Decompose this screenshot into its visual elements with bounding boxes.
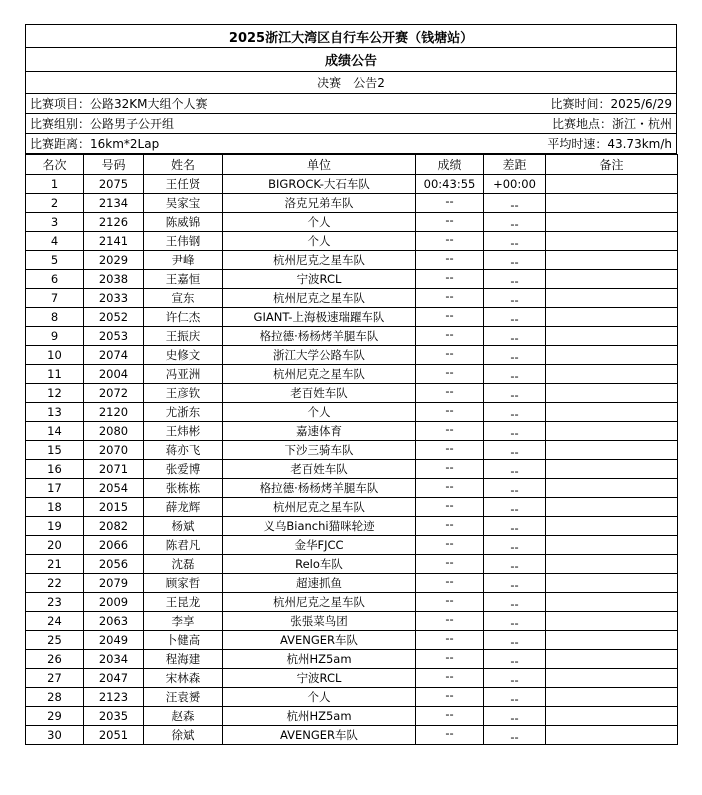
gap-cell: -- <box>484 251 546 270</box>
table-row <box>26 517 678 536</box>
rank-cell: 30 <box>26 726 84 745</box>
distance-info: 比赛距离：16km*2Lap <box>30 137 160 151</box>
results-body <box>26 175 678 745</box>
bib-cell: 2049 <box>84 631 144 650</box>
table-row <box>26 574 678 593</box>
time-cell: -- <box>416 479 484 498</box>
table-row <box>26 422 678 441</box>
team-cell: 洛克兄弟车队 <box>223 194 416 213</box>
name-cell: 尤浙东 <box>144 403 223 422</box>
rank-cell: 16 <box>26 460 84 479</box>
time-cell: 00:43:55 <box>416 175 484 194</box>
event-info: 比赛项目：公路32KM大组个人赛 <box>30 97 208 111</box>
column-header-rank: 名次 <box>26 155 84 175</box>
name-cell: 赵森 <box>144 707 223 726</box>
note-cell <box>546 270 678 289</box>
note-cell <box>546 422 678 441</box>
team-cell: 格拉德·杨杨烤羊腿车队 <box>223 327 416 346</box>
bib-cell: 2015 <box>84 498 144 517</box>
rank-cell: 19 <box>26 517 84 536</box>
note-cell <box>546 308 678 327</box>
time-cell: -- <box>416 593 484 612</box>
bib-cell: 2079 <box>84 574 144 593</box>
rank-cell: 17 <box>26 479 84 498</box>
note-cell <box>546 669 678 688</box>
bib-cell: 2141 <box>84 232 144 251</box>
time-cell: -- <box>416 346 484 365</box>
team-cell: 义乌Bianchi猫咪轮迹 <box>223 517 416 536</box>
note-cell <box>546 631 678 650</box>
name-cell: 沈磊 <box>144 555 223 574</box>
time-cell: -- <box>416 555 484 574</box>
bib-cell: 2072 <box>84 384 144 403</box>
team-cell: 杭州尼克之星车队 <box>223 365 416 384</box>
note-cell <box>546 612 678 631</box>
time-cell: -- <box>416 688 484 707</box>
table-row <box>26 650 678 669</box>
bib-cell: 2034 <box>84 650 144 669</box>
table-row <box>26 460 678 479</box>
name-cell: 汪袁赟 <box>144 688 223 707</box>
round-notice: 公告2 <box>353 76 385 90</box>
rank-cell: 7 <box>26 289 84 308</box>
rank-cell: 28 <box>26 688 84 707</box>
gap-cell: -- <box>484 346 546 365</box>
time-cell: -- <box>416 365 484 384</box>
rank-cell: 23 <box>26 593 84 612</box>
team-cell: 金华FJCC <box>223 536 416 555</box>
note-cell <box>546 194 678 213</box>
rank-cell: 2 <box>26 194 84 213</box>
gap-cell: -- <box>484 232 546 251</box>
team-cell: 宁波RCL <box>223 669 416 688</box>
team-cell: 个人 <box>223 403 416 422</box>
table-row <box>26 251 678 270</box>
team-cell: 杭州尼克之星车队 <box>223 289 416 308</box>
team-cell: 个人 <box>223 688 416 707</box>
rank-cell: 1 <box>26 175 84 194</box>
time-cell: -- <box>416 707 484 726</box>
document-title: 2025浙江大湾区自行车公开赛（钱塘站） <box>228 30 474 46</box>
name-cell: 李享 <box>144 612 223 631</box>
bib-cell: 2120 <box>84 403 144 422</box>
team-cell: 杭州尼克之星车队 <box>223 593 416 612</box>
bib-cell: 2134 <box>84 194 144 213</box>
column-header-bib: 号码 <box>84 155 144 175</box>
team-cell: GIANT-上海极速瑞躍车队 <box>223 308 416 327</box>
note-cell <box>546 707 678 726</box>
name-cell: 尹峰 <box>144 251 223 270</box>
speed-info: 平均时速：43.73km/h <box>547 137 672 151</box>
table-row <box>26 555 678 574</box>
gap-cell: -- <box>484 213 546 232</box>
time-cell: -- <box>416 384 484 403</box>
time-cell: -- <box>416 650 484 669</box>
time-cell: -- <box>416 669 484 688</box>
gap-cell: -- <box>484 707 546 726</box>
rank-cell: 10 <box>26 346 84 365</box>
time-cell: -- <box>416 517 484 536</box>
table-row <box>26 403 678 422</box>
bib-cell: 2047 <box>84 669 144 688</box>
column-header-name: 姓名 <box>144 155 223 175</box>
rank-cell: 6 <box>26 270 84 289</box>
rank-cell: 21 <box>26 555 84 574</box>
team-cell: 格拉德·杨杨烤羊腿车队 <box>223 479 416 498</box>
name-cell: 张爱博 <box>144 460 223 479</box>
bib-cell: 2082 <box>84 517 144 536</box>
time-cell: -- <box>416 460 484 479</box>
note-cell <box>546 346 678 365</box>
results-table <box>25 154 678 745</box>
name-cell: 史修文 <box>144 346 223 365</box>
team-cell: 杭州HZ5am <box>223 650 416 669</box>
team-cell: 老百姓车队 <box>223 460 416 479</box>
rank-cell: 15 <box>26 441 84 460</box>
name-cell: 张栋栋 <box>144 479 223 498</box>
time-cell: -- <box>416 441 484 460</box>
time-cell: -- <box>416 308 484 327</box>
gap-cell: -- <box>484 574 546 593</box>
gap-cell: -- <box>484 384 546 403</box>
team-cell: BIGROCK-大石车队 <box>223 175 416 194</box>
name-cell: 王昆龙 <box>144 593 223 612</box>
table-row <box>26 726 678 745</box>
gap-cell: -- <box>484 593 546 612</box>
name-cell: 陈君凡 <box>144 536 223 555</box>
name-cell: 徐斌 <box>144 726 223 745</box>
name-cell: 宋林森 <box>144 669 223 688</box>
note-cell <box>546 688 678 707</box>
bib-cell: 2075 <box>84 175 144 194</box>
name-cell: 王炜彬 <box>144 422 223 441</box>
note-cell <box>546 479 678 498</box>
time-cell: -- <box>416 631 484 650</box>
name-cell: 陈威锦 <box>144 213 223 232</box>
rank-cell: 8 <box>26 308 84 327</box>
note-cell <box>546 460 678 479</box>
table-row <box>26 365 678 384</box>
time-cell: -- <box>416 251 484 270</box>
table-row <box>26 669 678 688</box>
date-info: 比赛时间：2025/6/29 <box>550 97 672 111</box>
team-cell: 老百姓车队 <box>223 384 416 403</box>
name-cell: 王彦钦 <box>144 384 223 403</box>
note-cell <box>546 726 678 745</box>
gap-cell: -- <box>484 194 546 213</box>
document-title-row <box>25 24 677 48</box>
bib-cell: 2029 <box>84 251 144 270</box>
gap-cell: -- <box>484 688 546 707</box>
table-row <box>26 707 678 726</box>
document-subtitle: 成绩公告 <box>324 54 377 69</box>
rank-cell: 25 <box>26 631 84 650</box>
name-cell: 程海建 <box>144 650 223 669</box>
gap-cell: -- <box>484 612 546 631</box>
name-cell: 宣东 <box>144 289 223 308</box>
time-cell: -- <box>416 232 484 251</box>
bib-cell: 2053 <box>84 327 144 346</box>
gap-cell: -- <box>484 631 546 650</box>
name-cell: 吴家宝 <box>144 194 223 213</box>
table-row <box>26 612 678 631</box>
rank-cell: 12 <box>26 384 84 403</box>
table-header-row <box>26 155 678 175</box>
name-cell: 薛龙辉 <box>144 498 223 517</box>
bib-cell: 2080 <box>84 422 144 441</box>
bib-cell: 2070 <box>84 441 144 460</box>
note-cell <box>546 384 678 403</box>
bib-cell: 2004 <box>84 365 144 384</box>
table-row <box>26 498 678 517</box>
note-cell <box>546 403 678 422</box>
time-cell: -- <box>416 289 484 308</box>
rank-cell: 9 <box>26 327 84 346</box>
note-cell <box>546 251 678 270</box>
team-cell: Relo车队 <box>223 555 416 574</box>
note-cell <box>546 365 678 384</box>
name-cell: 王伟钢 <box>144 232 223 251</box>
rank-cell: 18 <box>26 498 84 517</box>
team-cell: 杭州HZ5am <box>223 707 416 726</box>
table-row <box>26 289 678 308</box>
location-info: 比赛地点：浙江・杭州 <box>551 117 672 131</box>
gap-cell: -- <box>484 289 546 308</box>
bib-cell: 2035 <box>84 707 144 726</box>
table-row <box>26 688 678 707</box>
column-header-team: 单位 <box>223 155 416 175</box>
round-stage: 决赛 <box>317 76 342 90</box>
bib-cell: 2051 <box>84 726 144 745</box>
rank-cell: 29 <box>26 707 84 726</box>
bib-cell: 2074 <box>84 346 144 365</box>
table-row <box>26 194 678 213</box>
gap-cell: -- <box>484 479 546 498</box>
team-cell: AVENGER车队 <box>223 631 416 650</box>
team-cell: 嘉速体育 <box>223 422 416 441</box>
gap-cell: -- <box>484 726 546 745</box>
gap-cell: -- <box>484 441 546 460</box>
bib-cell: 2052 <box>84 308 144 327</box>
name-cell: 卜健高 <box>144 631 223 650</box>
gap-cell: -- <box>484 270 546 289</box>
time-cell: -- <box>416 213 484 232</box>
name-cell: 王任贤 <box>144 175 223 194</box>
info-row-group <box>25 114 677 134</box>
round-row <box>25 72 677 94</box>
team-cell: 个人 <box>223 213 416 232</box>
note-cell <box>546 327 678 346</box>
table-row <box>26 441 678 460</box>
name-cell: 顾家哲 <box>144 574 223 593</box>
name-cell: 冯亚洲 <box>144 365 223 384</box>
table-row <box>26 327 678 346</box>
team-cell: 宁波RCL <box>223 270 416 289</box>
name-cell: 王振庆 <box>144 327 223 346</box>
gap-cell: -- <box>484 536 546 555</box>
column-header-gap: 差距 <box>484 155 546 175</box>
name-cell: 许仁杰 <box>144 308 223 327</box>
gap-cell: -- <box>484 669 546 688</box>
rank-cell: 11 <box>26 365 84 384</box>
subtitle-row <box>25 48 677 72</box>
bib-cell: 2009 <box>84 593 144 612</box>
column-header-time: 成绩 <box>416 155 484 175</box>
results-sheet <box>25 24 677 745</box>
time-cell: -- <box>416 612 484 631</box>
bib-cell: 2063 <box>84 612 144 631</box>
bib-cell: 2038 <box>84 270 144 289</box>
gap-cell: -- <box>484 517 546 536</box>
team-cell: 个人 <box>223 232 416 251</box>
team-cell: 超速抓鱼 <box>223 574 416 593</box>
info-row-distance <box>25 134 677 154</box>
time-cell: -- <box>416 403 484 422</box>
note-cell <box>546 441 678 460</box>
team-cell: 下沙三骑车队 <box>223 441 416 460</box>
rank-cell: 5 <box>26 251 84 270</box>
gap-cell: +00:00 <box>484 175 546 194</box>
bib-cell: 2066 <box>84 536 144 555</box>
table-row <box>26 479 678 498</box>
gap-cell: -- <box>484 422 546 441</box>
table-row <box>26 175 678 194</box>
rank-cell: 13 <box>26 403 84 422</box>
note-cell <box>546 289 678 308</box>
gap-cell: -- <box>484 403 546 422</box>
team-cell: 杭州尼克之星车队 <box>223 498 416 517</box>
table-row <box>26 346 678 365</box>
time-cell: -- <box>416 498 484 517</box>
time-cell: -- <box>416 536 484 555</box>
note-cell <box>546 593 678 612</box>
note-cell <box>546 175 678 194</box>
gap-cell: -- <box>484 498 546 517</box>
table-row <box>26 593 678 612</box>
bib-cell: 2033 <box>84 289 144 308</box>
time-cell: -- <box>416 327 484 346</box>
rank-cell: 20 <box>26 536 84 555</box>
table-row <box>26 213 678 232</box>
time-cell: -- <box>416 726 484 745</box>
name-cell: 杨斌 <box>144 517 223 536</box>
column-header-note: 备注 <box>546 155 678 175</box>
group-info: 比赛组别：公路男子公开组 <box>30 117 175 131</box>
team-cell: AVENGER车队 <box>223 726 416 745</box>
gap-cell: -- <box>484 327 546 346</box>
rank-cell: 22 <box>26 574 84 593</box>
gap-cell: -- <box>484 555 546 574</box>
gap-cell: -- <box>484 460 546 479</box>
table-row <box>26 384 678 403</box>
gap-cell: -- <box>484 308 546 327</box>
gap-cell: -- <box>484 650 546 669</box>
table-row <box>26 270 678 289</box>
team-cell: 杭州尼克之星车队 <box>223 251 416 270</box>
rank-cell: 14 <box>26 422 84 441</box>
note-cell <box>546 517 678 536</box>
note-cell <box>546 498 678 517</box>
note-cell <box>546 536 678 555</box>
note-cell <box>546 555 678 574</box>
rank-cell: 26 <box>26 650 84 669</box>
bib-cell: 2056 <box>84 555 144 574</box>
time-cell: -- <box>416 194 484 213</box>
gap-cell: -- <box>484 365 546 384</box>
bib-cell: 2126 <box>84 213 144 232</box>
bib-cell: 2123 <box>84 688 144 707</box>
note-cell <box>546 650 678 669</box>
note-cell <box>546 574 678 593</box>
table-row <box>26 308 678 327</box>
rank-cell: 3 <box>26 213 84 232</box>
rank-cell: 24 <box>26 612 84 631</box>
time-cell: -- <box>416 270 484 289</box>
info-row-event <box>25 94 677 114</box>
time-cell: -- <box>416 574 484 593</box>
rank-cell: 4 <box>26 232 84 251</box>
team-cell: 浙江大学公路车队 <box>223 346 416 365</box>
table-row <box>26 631 678 650</box>
bib-cell: 2054 <box>84 479 144 498</box>
rank-cell: 27 <box>26 669 84 688</box>
time-cell: -- <box>416 422 484 441</box>
table-row <box>26 536 678 555</box>
note-cell <box>546 232 678 251</box>
note-cell <box>546 213 678 232</box>
name-cell: 蒋亦飞 <box>144 441 223 460</box>
team-cell: 张張菜鸟团 <box>223 612 416 631</box>
table-row <box>26 232 678 251</box>
bib-cell: 2071 <box>84 460 144 479</box>
name-cell: 王嘉恒 <box>144 270 223 289</box>
